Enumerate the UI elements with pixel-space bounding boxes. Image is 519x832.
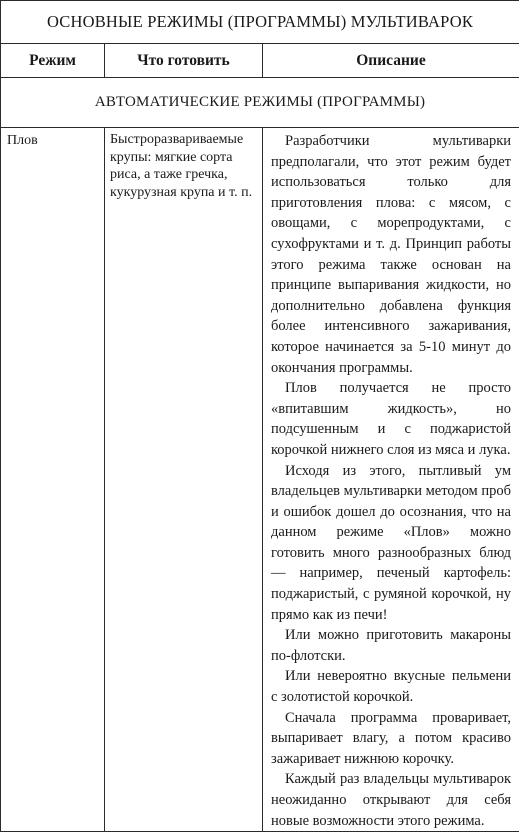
column-header-what-to-cook: Что готовить	[105, 44, 263, 78]
description-paragraph: Сначала программа проваривает, выпаривает влагу, а потом красиво зажаривает нижнюю корочку.	[271, 708, 511, 770]
description-paragraph: Исходя из этого, пытливый ум владельцев мультиварки методом проб и ошибок дошел до осознания, что на данном режиме «Плов» можно готовить много разнообразных блюд — например, печеный картофель: поджаристый, с румяной корочкой, ну прямо как из печи!	[271, 461, 511, 626]
title-row	[1, 1, 519, 44]
description-cell	[263, 128, 519, 832]
description-paragraph: Или невероятно вкусные пельмени с золотистой корочкой.	[271, 666, 511, 707]
section-row	[1, 78, 519, 128]
table-title: ОСНОВНЫЕ РЕЖИМЫ (ПРОГРАММЫ) МУЛЬТИВАРОК	[1, 1, 519, 44]
table-row	[1, 128, 519, 832]
description-paragraph: Или можно приготовить макароны по-флотски.	[271, 625, 511, 666]
description-paragraph: Плов получается не просто «впитавшим жидкость», но подсушенным и с поджаристой корочкой нижнего слоя из мяса и лука.	[271, 378, 511, 460]
description-paragraph: Разработчики мультиварки предполагали, что этот режим будет использоваться только для приготовления плова: с мясом, с овощами, с морепродуктами, с сухофруктами и т. д. Принцип работы этого режима также основан на принципе выпаривания жидкости, но дополнительно добавлена функция более интенсивного зажаривания, которое начинается за 5-10 минут до окончания программы.	[271, 131, 511, 378]
what-to-cook-cell: Быстроразвариваемые крупы: мягкие сорта риса, а таже гречка, кукурузная крупа и т. п.	[105, 128, 263, 832]
column-header-mode: Режим	[1, 44, 105, 78]
mode-cell: Плов	[1, 128, 105, 832]
header-row	[1, 44, 519, 78]
column-header-description: Описание	[263, 44, 519, 78]
description-paragraph: Каждый раз владельцы мультиварок неожиданно открывают для себя новые возможности этого режима.	[271, 769, 511, 831]
section-heading: АВТОМАТИЧЕСКИЕ РЕЖИМЫ (ПРОГРАММЫ)	[1, 78, 519, 128]
